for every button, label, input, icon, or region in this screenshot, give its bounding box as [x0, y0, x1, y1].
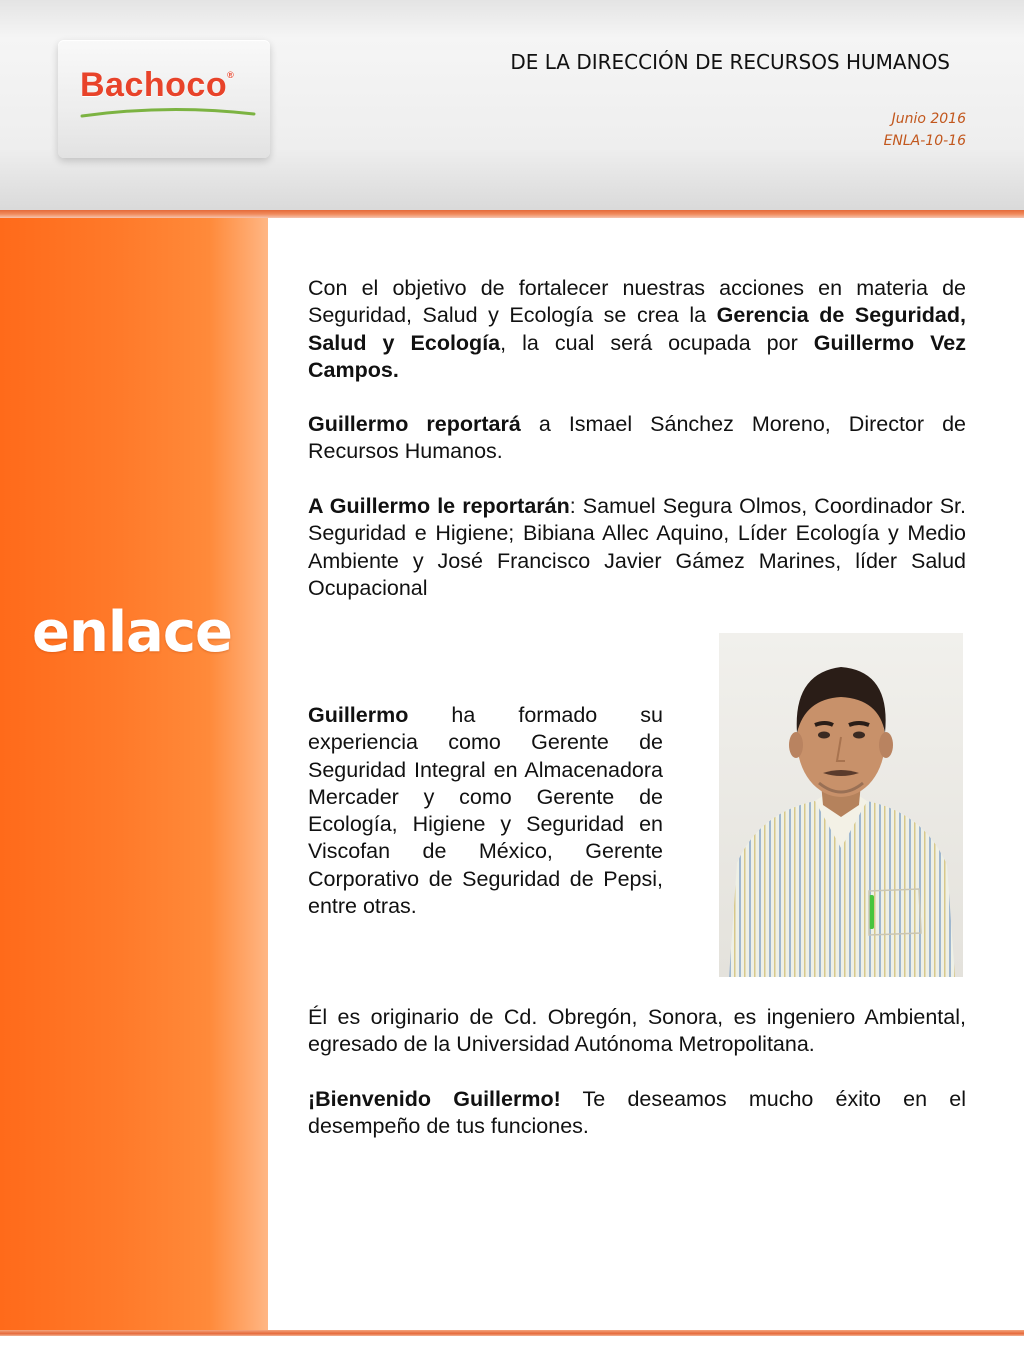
page-title: DE LA DIRECCIÓN DE RECURSOS HUMANOS: [510, 50, 950, 74]
logo-name: Bachoco: [80, 66, 228, 104]
logo-registered-mark: ®: [227, 70, 235, 80]
paragraph-reports-to: [308, 411, 966, 466]
logo-wordmark: [80, 66, 234, 105]
header-divider: [0, 210, 1024, 218]
p6-text-1: Te deseamos mucho éxito en el desempeño de tus funciones.: [308, 1087, 966, 1139]
p1-text-1: Con el objetivo de fortalecer nuestras acciones en materia de Seguridad, Salud y Ecología se crea la: [308, 276, 966, 328]
p2-bold-1: Guillermo reportará: [308, 412, 521, 436]
p4-text-1: ha formado su experiencia como Gerente de Seguridad Integral en Almacenadora Mercader y como Gerente de Ecología, Higiene y Seguridad en Viscofan de México, Gerente Corporativo de Seguridad de Pepsi, entre otras.: [308, 703, 663, 919]
paragraph-welcome: [308, 1086, 966, 1141]
sidebar-panel: [0, 218, 268, 1330]
paragraph-announcement: [308, 275, 966, 384]
paragraph-direct-reports: [308, 493, 966, 602]
header-banner: [0, 0, 1024, 212]
p1-bold-1: Gerencia de Seguridad, Salud y Ecología: [308, 303, 966, 355]
logo-swoosh-icon: [80, 106, 256, 120]
portrait-illustration: [719, 633, 963, 977]
p2-text-1: a Ismael Sánchez Moreno, Director de Recursos Humanos.: [308, 412, 966, 464]
paragraph-origin: [308, 1004, 966, 1059]
p5-text-1: Él es originario de Cd. Obregón, Sonora, es ingeniero Ambiental, egresado de la Universidad Autónoma Metropolitana.: [308, 1005, 966, 1057]
p4-bold-1: Guillermo: [308, 703, 409, 727]
p1-bold-2: Guillermo Vez Campos.: [308, 330, 967, 382]
issue-date: Junio 2016: [891, 111, 966, 127]
paragraph-experience: [308, 702, 663, 920]
footer-area: [0, 1336, 1024, 1365]
p6-bold-1: ¡Bienvenido Guillermo!: [308, 1087, 561, 1111]
company-logo: [58, 40, 270, 158]
p1-text-2: , la cual será ocupada por: [500, 330, 814, 355]
document-code: ENLA-10-16: [883, 133, 966, 149]
p3-text-1: : Samuel Segura Olmos, Coordinador Sr. Seguridad e Higiene; Bibiana Allec Aquino, Líder Ecología y Medio Ambiente y José Francisco Javier Gámez Marines, líder Salud Ocupacional: [308, 494, 966, 600]
p3-bold-1: A Guillermo le reportarán: [308, 494, 570, 518]
sidebar-brand-word: enlace: [32, 600, 233, 665]
portrait-photo: [719, 633, 963, 977]
